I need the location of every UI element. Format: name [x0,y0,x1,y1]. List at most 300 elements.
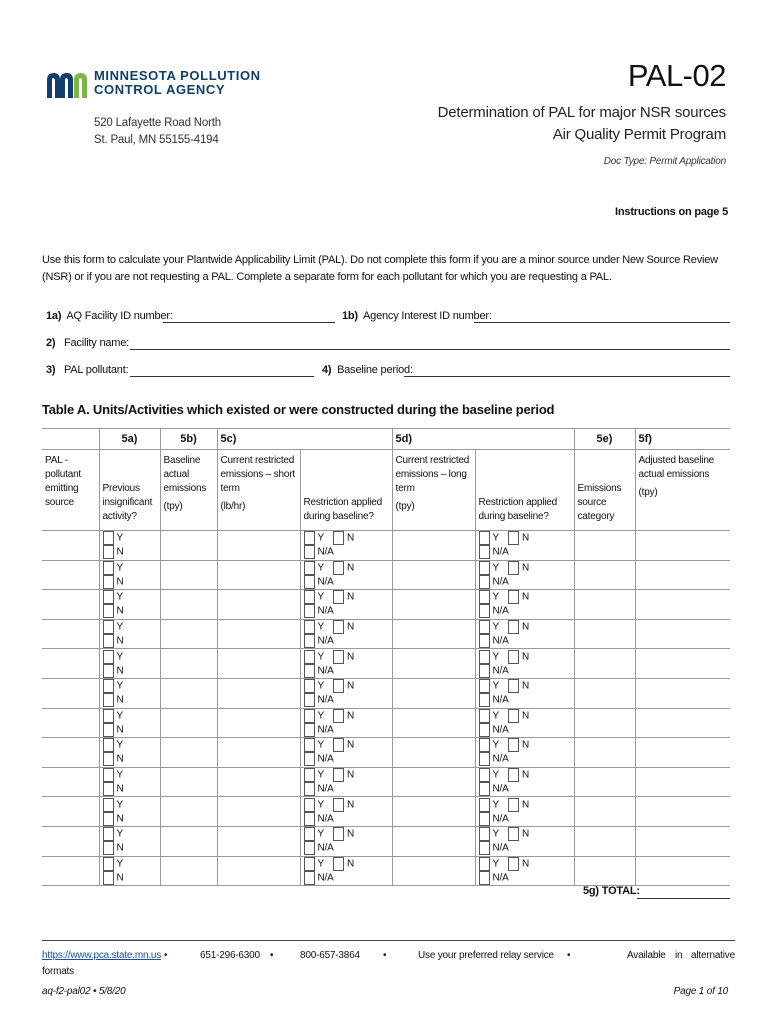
checkbox-y[interactable] [103,857,114,871]
cell-baseline-actual[interactable] [160,767,217,797]
checkbox-y[interactable] [103,650,114,664]
option-y-label: Y [317,592,324,604]
option-n-label: N [346,828,355,840]
checkbox-n[interactable] [103,723,114,737]
option-y [103,531,123,545]
checkbox-na[interactable] [304,841,315,855]
checkbox-y[interactable] [304,650,315,664]
checkbox-y[interactable] [103,738,114,752]
cell-source-category[interactable] [574,590,635,620]
checkbox-n[interactable] [333,531,344,545]
option-na [304,782,334,796]
checkbox-na[interactable] [479,634,490,648]
option-n-label: N [346,740,355,752]
cell-emitting-source[interactable] [42,738,99,768]
cell-insignificant [99,678,160,708]
checkbox-y[interactable] [103,768,114,782]
checkbox-y[interactable] [479,561,490,575]
cell-baseline-actual[interactable] [160,560,217,590]
header-baseline-actual [160,450,217,531]
header-long-term-text: Current restricted emissions – long term [395,455,470,494]
checkbox-y[interactable] [479,857,490,871]
checkbox-y[interactable] [479,620,490,634]
option-n [103,604,124,618]
option-y-label: Y [492,651,499,663]
header-long-term [392,450,475,531]
cell-emitting-source[interactable] [42,708,99,738]
pal-pollutant-input[interactable] [130,376,314,377]
cell-insignificant [99,826,160,856]
cell-short-term[interactable] [217,531,300,561]
option-n [508,531,529,545]
option-na [304,664,334,678]
cell-baseline-actual[interactable] [160,738,217,768]
cell-restriction-2 [475,531,574,561]
checkbox-n[interactable] [508,531,519,545]
cell-short-term[interactable] [217,767,300,797]
agency-name-line2: CONTROL AGENCY [94,82,226,97]
option-n [333,857,354,871]
footer-bullet: • [567,950,571,961]
checkbox-y[interactable] [479,531,490,545]
option-na [304,604,334,618]
header-baseline-actual-text: Baseline actual emissions [163,455,207,494]
cell-emitting-source[interactable] [42,856,99,886]
option-na-label: N/A [492,783,509,795]
field-1b-text: Agency Interest ID number: [363,310,492,322]
checkbox-n[interactable] [103,604,114,618]
cell-long-term[interactable] [392,590,475,620]
checkbox-na[interactable] [304,604,315,618]
cell-short-term[interactable] [217,649,300,679]
option-na-label: N/A [317,842,334,854]
cell-restriction-2 [475,678,574,708]
cell-restriction-1 [300,797,392,827]
option-n-label: N [521,828,530,840]
table-row [42,797,730,827]
option-y [304,738,324,752]
code-5e: 5e) [574,429,635,450]
option-y-label: Y [317,710,324,722]
option-n-label: N [521,769,530,781]
checkbox-n[interactable] [333,650,344,664]
cell-long-term[interactable] [392,560,475,590]
option-na-label: N/A [317,783,334,795]
option-y-label: Y [116,592,123,604]
cell-emitting-source[interactable] [42,531,99,561]
checkbox-na[interactable] [479,604,490,618]
checkbox-n[interactable] [508,827,519,841]
footer-form-code: aq-f2-pal02 • 5/8/20 [42,986,126,997]
option-n [333,738,354,752]
option-n [508,857,529,871]
checkbox-na[interactable] [479,664,490,678]
cell-insignificant [99,649,160,679]
cell-insignificant [99,767,160,797]
code-5c: 5c) [217,429,392,450]
code-5b: 5b) [160,429,217,450]
checkbox-n[interactable] [508,798,519,812]
option-na [479,752,509,766]
option-na-label: N/A [492,754,509,766]
checkbox-n[interactable] [333,590,344,604]
checkbox-y[interactable] [103,679,114,693]
cell-long-term[interactable] [392,738,475,768]
checkbox-na[interactable] [304,575,315,589]
cell-long-term[interactable] [392,649,475,679]
option-y-label: Y [317,828,324,840]
total-label: 5g) TOTAL: [583,885,640,897]
option-n [103,812,124,826]
option-n-label: N [521,680,530,692]
footer-website-link[interactable]: https://www.pca.state.mn.us [42,950,162,961]
checkbox-na[interactable] [479,575,490,589]
checkbox-n[interactable] [333,768,344,782]
option-na [304,693,334,707]
checkbox-n[interactable] [103,782,114,796]
cell-adjusted-baseline[interactable] [635,531,730,561]
checkbox-y[interactable] [479,709,490,723]
cell-restriction-1 [300,678,392,708]
option-y [479,768,499,782]
cell-restriction-2 [475,826,574,856]
baseline-period-input[interactable] [404,376,730,377]
address-line1: 520 Lafayette Road North [94,117,221,129]
code-5f: 5f) [635,429,730,450]
checkbox-n[interactable] [333,709,344,723]
checkbox-n[interactable] [333,857,344,871]
cell-adjusted-baseline[interactable] [635,826,730,856]
checkbox-y[interactable] [304,709,315,723]
checkbox-na[interactable] [479,782,490,796]
header-source-category-text: Emissions source category [577,483,622,522]
option-y-label: Y [116,769,123,781]
facility-name-input[interactable] [130,349,730,350]
checkbox-n[interactable] [508,590,519,604]
checkbox-y[interactable] [304,738,315,752]
checkbox-n[interactable] [103,575,114,589]
cell-long-term[interactable] [392,826,475,856]
checkbox-n[interactable] [103,664,114,678]
option-y-label: Y [116,651,123,663]
option-n-label: N [521,592,530,604]
header-adjusted-baseline-unit: (tpy) [638,487,658,498]
checkbox-y[interactable] [304,679,315,693]
checkbox-y[interactable] [304,561,315,575]
checkbox-n[interactable] [333,679,344,693]
option-y [479,798,499,812]
cell-source-category[interactable] [574,531,635,561]
checkbox-n[interactable] [103,841,114,855]
checkbox-na[interactable] [479,752,490,766]
checkbox-n[interactable] [333,738,344,752]
cell-baseline-actual[interactable] [160,708,217,738]
checkbox-na[interactable] [304,871,315,885]
checkbox-n[interactable] [333,827,344,841]
checkbox-n[interactable] [508,709,519,723]
checkbox-y[interactable] [304,620,315,634]
option-n [508,798,529,812]
cell-emitting-source[interactable] [42,767,99,797]
checkbox-y[interactable] [103,561,114,575]
checkbox-na[interactable] [304,782,315,796]
checkbox-na[interactable] [479,841,490,855]
option-na-label: N/A [317,754,334,766]
checkbox-y[interactable] [103,827,114,841]
cell-source-category[interactable] [574,767,635,797]
table-row [42,619,730,649]
option-na [304,634,334,648]
option-na-label: N/A [317,635,334,647]
cell-short-term[interactable] [217,560,300,590]
option-y [304,561,324,575]
option-n [508,709,529,723]
cell-short-term[interactable] [217,826,300,856]
cell-restriction-2 [475,590,574,620]
checkbox-y[interactable] [103,798,114,812]
checkbox-na[interactable] [479,812,490,826]
checkbox-y[interactable] [304,827,315,841]
cell-adjusted-baseline[interactable] [635,738,730,768]
option-n-label: N [521,740,530,752]
cell-source-category[interactable] [574,649,635,679]
checkbox-na[interactable] [479,545,490,559]
option-n-label: N [116,694,124,706]
checkbox-y[interactable] [304,857,315,871]
cell-restriction-1 [300,767,392,797]
checkbox-n[interactable] [333,561,344,575]
cell-source-category[interactable] [574,856,635,886]
option-n-label: N [116,842,124,854]
checkbox-y[interactable] [103,590,114,604]
option-n [333,561,354,575]
option-n-label: N [521,858,530,870]
cell-adjusted-baseline[interactable] [635,560,730,590]
option-y [103,650,123,664]
checkbox-y[interactable] [479,827,490,841]
checkbox-y[interactable] [304,768,315,782]
checkbox-y[interactable] [479,590,490,604]
cell-short-term[interactable] [217,678,300,708]
header-insignificant-text: Previous insignificant activity? [102,483,153,522]
agency-name-line1: MINNESOTA POLLUTION [94,68,261,83]
option-na-label: N/A [492,665,509,677]
option-n [508,590,529,604]
cell-long-term[interactable] [392,678,475,708]
checkbox-n[interactable] [508,857,519,871]
cell-long-term[interactable] [392,767,475,797]
checkbox-na[interactable] [304,545,315,559]
facility-id-input[interactable] [163,322,335,323]
option-y-label: Y [317,680,324,692]
cell-emitting-source[interactable] [42,826,99,856]
cell-source-category[interactable] [574,708,635,738]
option-y [479,590,499,604]
option-n [333,827,354,841]
option-na-label: N/A [317,606,334,618]
cell-restriction-2 [475,738,574,768]
cell-emitting-source[interactable] [42,678,99,708]
cell-baseline-actual[interactable] [160,649,217,679]
cell-short-term[interactable] [217,797,300,827]
cell-short-term[interactable] [217,738,300,768]
table-header-row [42,450,730,531]
option-na-label: N/A [492,724,509,736]
checkbox-n[interactable] [103,634,114,648]
cell-adjusted-baseline[interactable] [635,590,730,620]
option-na-label: N/A [317,872,334,884]
option-na-label: N/A [492,842,509,854]
cell-long-term[interactable] [392,856,475,886]
checkbox-na[interactable] [304,693,315,707]
checkbox-na[interactable] [304,664,315,678]
option-n-label: N [116,606,124,618]
cell-baseline-actual[interactable] [160,531,217,561]
table-row [42,590,730,620]
checkbox-y[interactable] [479,650,490,664]
option-n-label: N [521,532,530,544]
cell-adjusted-baseline[interactable] [635,619,730,649]
checkbox-n[interactable] [103,545,114,559]
option-n-label: N [346,799,355,811]
checkbox-y[interactable] [103,620,114,634]
option-y-label: Y [492,621,499,633]
option-na-label: N/A [492,576,509,588]
option-y [103,709,123,723]
cell-baseline-actual[interactable] [160,826,217,856]
checkbox-n[interactable] [103,812,114,826]
cell-short-term[interactable] [217,619,300,649]
option-n-label: N [521,621,530,633]
option-y [479,827,499,841]
option-y-label: Y [492,532,499,544]
cell-source-category[interactable] [574,619,635,649]
option-na [479,634,509,648]
field-3-number: 3) [46,364,56,376]
cell-short-term[interactable] [217,856,300,886]
cell-adjusted-baseline[interactable] [635,708,730,738]
header-restriction-2-text: Restriction applied during baseline? [478,497,557,522]
cell-source-category[interactable] [574,826,635,856]
cell-source-category[interactable] [574,560,635,590]
agency-interest-id-input[interactable] [474,322,730,323]
option-y [479,679,499,693]
checkbox-n[interactable] [333,620,344,634]
cell-baseline-actual[interactable] [160,797,217,827]
checkbox-na[interactable] [479,723,490,737]
checkbox-n[interactable] [508,679,519,693]
option-na [479,871,509,885]
cell-long-term[interactable] [392,619,475,649]
option-n-label: N [346,651,355,663]
checkbox-n[interactable] [103,693,114,707]
field-4-number: 4) [322,364,332,376]
cell-source-category[interactable] [574,738,635,768]
option-n-label: N [116,576,124,588]
option-y-label: Y [317,858,324,870]
checkbox-y[interactable] [479,738,490,752]
cell-source-category[interactable] [574,797,635,827]
checkbox-n[interactable] [103,871,114,885]
checkbox-n[interactable] [508,738,519,752]
cell-adjusted-baseline[interactable] [635,767,730,797]
cell-baseline-actual[interactable] [160,590,217,620]
checkbox-y[interactable] [304,531,315,545]
cell-long-term[interactable] [392,797,475,827]
checkbox-na[interactable] [304,752,315,766]
checkbox-na[interactable] [479,693,490,707]
checkbox-y[interactable] [304,590,315,604]
option-n [103,545,124,559]
checkbox-n[interactable] [508,768,519,782]
checkbox-n[interactable] [103,752,114,766]
checkbox-n[interactable] [508,620,519,634]
checkbox-na[interactable] [304,634,315,648]
cell-emitting-source[interactable] [42,619,99,649]
checkbox-y[interactable] [479,798,490,812]
cell-emitting-source[interactable] [42,590,99,620]
checkbox-n[interactable] [508,561,519,575]
checkbox-y[interactable] [103,531,114,545]
cell-long-term[interactable] [392,531,475,561]
form-title-line2: Air Quality Permit Program [552,126,726,143]
cell-restriction-1 [300,649,392,679]
footer-formats: formats [42,966,74,977]
option-n [508,561,529,575]
cell-adjusted-baseline[interactable] [635,649,730,679]
option-n [508,620,529,634]
option-na [304,841,334,855]
footer-bullet: • [383,950,387,961]
cell-baseline-actual[interactable] [160,678,217,708]
field-4-text: Baseline period: [337,364,413,376]
checkbox-n[interactable] [333,798,344,812]
total-input[interactable] [637,898,730,899]
cell-emitting-source[interactable] [42,649,99,679]
cell-short-term[interactable] [217,708,300,738]
cell-long-term[interactable] [392,708,475,738]
cell-emitting-source[interactable] [42,797,99,827]
option-n-label: N [346,532,355,544]
cell-baseline-actual[interactable] [160,619,217,649]
checkbox-y[interactable] [479,768,490,782]
cell-baseline-actual[interactable] [160,856,217,886]
header-restriction-2 [475,450,574,531]
checkbox-y[interactable] [479,679,490,693]
cell-adjusted-baseline[interactable] [635,678,730,708]
option-y [304,827,324,841]
cell-restriction-1 [300,826,392,856]
code-5d: 5d) [392,429,574,450]
field-2-text: Facility name: [63,337,130,349]
cell-emitting-source[interactable] [42,560,99,590]
checkbox-y[interactable] [103,709,114,723]
checkbox-n[interactable] [508,650,519,664]
cell-adjusted-baseline[interactable] [635,797,730,827]
cell-source-category[interactable] [574,678,635,708]
checkbox-y[interactable] [304,798,315,812]
cell-adjusted-baseline[interactable] [635,856,730,886]
option-y-label: Y [492,828,499,840]
checkbox-na[interactable] [304,812,315,826]
checkbox-na[interactable] [479,871,490,885]
option-n-label: N [346,710,355,722]
checkbox-na[interactable] [304,723,315,737]
header-short-term-unit: (lb/hr) [220,501,246,512]
footer-bullet: • [164,950,168,961]
option-na [304,752,334,766]
cell-short-term[interactable] [217,590,300,620]
